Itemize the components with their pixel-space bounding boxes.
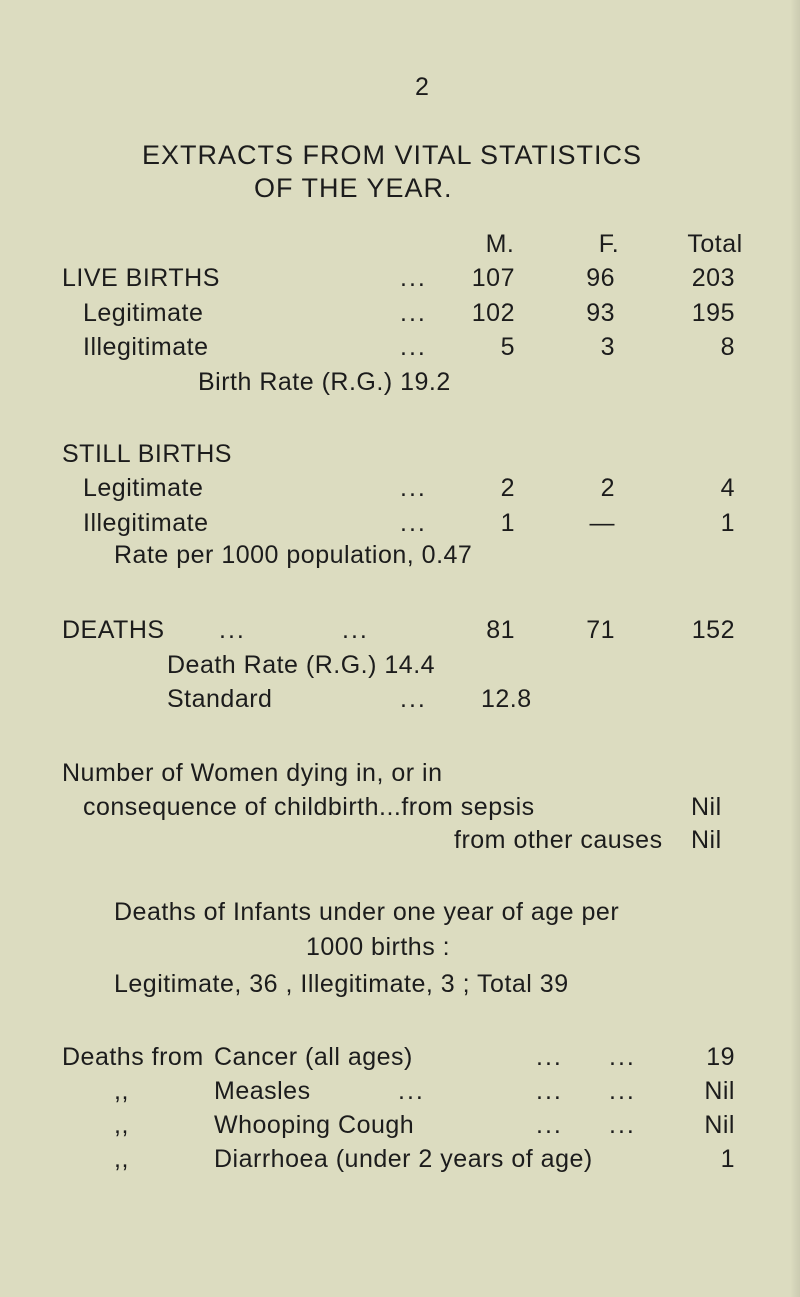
deaths-m: 81 [486,616,515,644]
still-birth-rate: Rate per 1000 population, 0.47 [114,541,473,569]
live-legitimate-f: 93 [586,299,615,327]
live-legitimate-label: Legitimate [83,299,204,327]
still-illegitimate-total: 1 [720,509,735,537]
header-total: Total [687,230,743,258]
cancer-value: 19 [706,1043,735,1071]
deaths-label: DEATHS [62,616,165,644]
cancer-prefix: Deaths from [62,1043,204,1071]
standard-dots: ... [400,685,427,713]
whooping-prefix: ,, [114,1111,129,1139]
standard-label: Standard [167,685,273,713]
measles-dots-1: ... [398,1077,425,1105]
still-legitimate-f: 2 [600,474,615,502]
whooping-dots-1: ... [536,1111,563,1139]
deaths-dots-2: ... [342,616,369,644]
cancer-label: Cancer (all ages) [214,1043,413,1071]
measles-dots-2: ... [536,1077,563,1105]
still-illegitimate-f: — [589,509,615,537]
still-legitimate-label: Legitimate [83,474,204,502]
whooping-label: Whooping Cough [214,1111,415,1139]
women-line-3: from other causes [454,826,663,854]
deaths-total: 152 [691,616,735,644]
live-legitimate-dots: ... [400,299,427,327]
still-illegitimate-dots: ... [400,509,427,537]
cancer-dots-2: ... [609,1043,636,1071]
measles-prefix: ,, [114,1077,129,1105]
live-illegitimate-dots: ... [400,333,427,361]
live-illegitimate-label: Illegitimate [83,333,209,361]
page-number: 2 [415,73,430,101]
live-legitimate-total: 195 [691,299,735,327]
women-line-1: Number of Women dying in, or in [62,759,443,787]
still-illegitimate-m: 1 [500,509,515,537]
diarrhoea-label: Diarrhoea (under 2 years of age) [214,1145,593,1173]
measles-value: Nil [704,1077,735,1105]
women-line-2: consequence of childbirth...from sepsis [83,793,535,821]
infants-line-1: Deaths of Infants under one year of age per [114,898,620,926]
birth-rate: Birth Rate (R.G.) 19.2 [198,368,451,396]
women-sepsis-value: Nil [691,793,722,821]
live-births-dots: ... [400,264,427,292]
still-legitimate-dots: ... [400,474,427,502]
live-births-m: 107 [471,264,515,292]
live-illegitimate-m: 5 [500,333,515,361]
still-illegitimate-label: Illegitimate [83,509,209,537]
infants-line-3: Legitimate, 36 , Illegitimate, 3 ; Total 39 [114,970,569,998]
cancer-dots-1: ... [536,1043,563,1071]
live-births-total: 203 [691,264,735,292]
deaths-f: 71 [586,616,615,644]
live-legitimate-m: 102 [471,299,515,327]
live-illegitimate-f: 3 [600,333,615,361]
still-births-label: STILL BIRTHS [62,440,232,468]
diarrhoea-value: 1 [720,1145,735,1173]
title-line-2: OF THE YEAR. [254,173,453,203]
whooping-value: Nil [704,1111,735,1139]
still-legitimate-total: 4 [720,474,735,502]
whooping-dots-2: ... [609,1111,636,1139]
header-m: M. [485,230,515,258]
live-illegitimate-total: 8 [720,333,735,361]
still-legitimate-m: 2 [500,474,515,502]
live-births-label: LIVE BIRTHS [62,264,220,292]
standard-value: 12.8 [481,685,532,713]
measles-dots-3: ... [609,1077,636,1105]
women-other-value: Nil [691,826,722,854]
page-edge-shadow [790,0,800,1297]
title-line-1: EXTRACTS FROM VITAL STATISTICS [142,140,643,170]
infants-line-2: 1000 births : [306,933,451,961]
header-f: F. [598,230,620,258]
death-rate: Death Rate (R.G.) 14.4 [167,651,436,679]
deaths-dots-1: ... [219,616,246,644]
live-births-f: 96 [586,264,615,292]
diarrhoea-prefix: ,, [114,1145,129,1173]
measles-label: Measles [214,1077,311,1105]
